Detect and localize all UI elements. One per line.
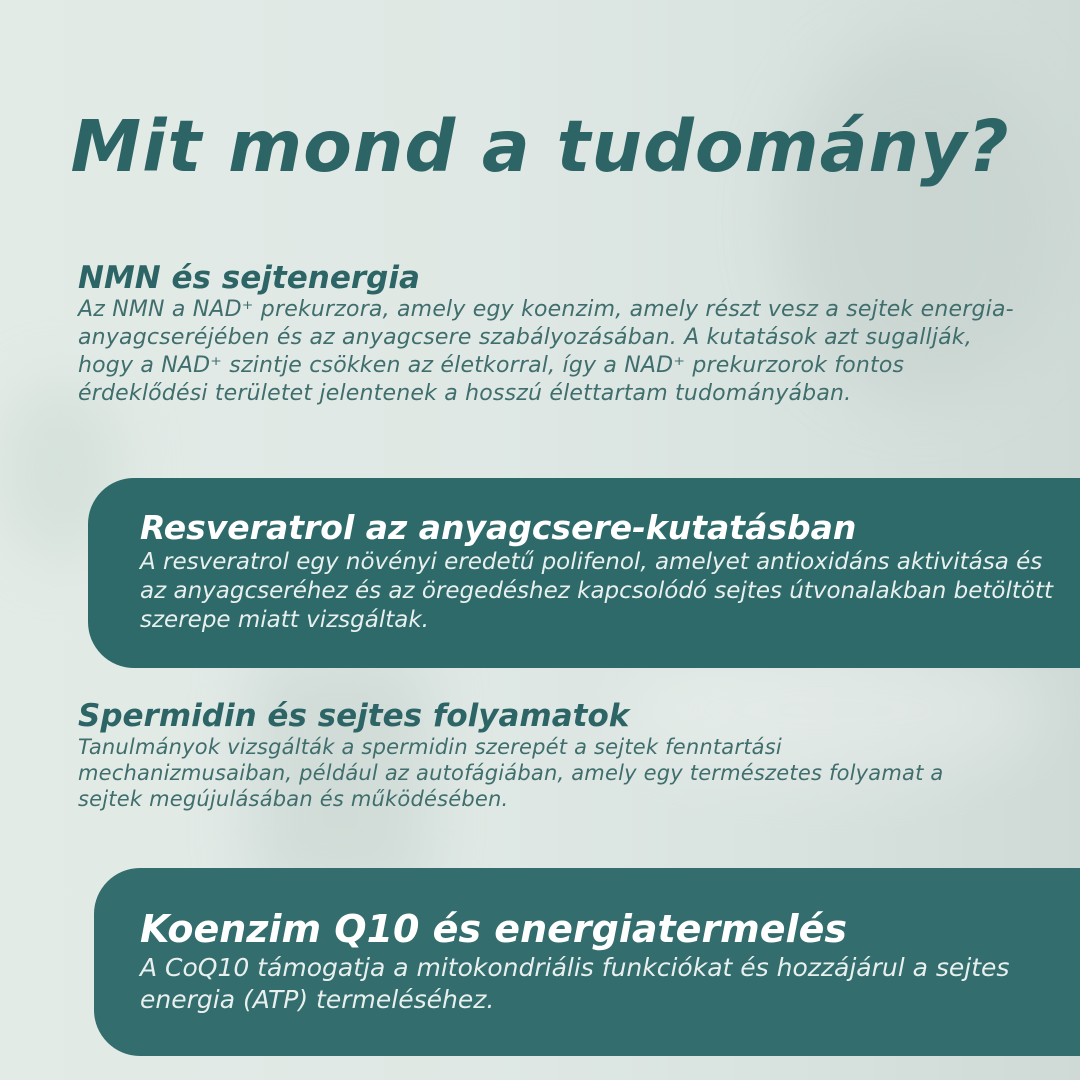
card-resveratrol: [88, 478, 1080, 668]
section-spermidin: [78, 698, 978, 812]
section-body: Tanulmányok vizsgálták a spermidin szerepét a sejtek fenntartási mechanizmusaiban, például az autofágiában, amely egy természetes folyamat a sejtek megújulásában és működésében.: [78, 735, 944, 811]
section-nmn: [78, 260, 1028, 408]
section-body: Az NMN a NAD⁺ prekurzora, amely egy koenzim, amely részt vesz a sejtek energia-anyagcseréjében és az anyagcsere szabályozásában. A kutatások azt sugallják, hogy a NAD⁺ szintje csökken az életkorral, így a NAD⁺ prekurzorok fontos érdeklődési területet jelentenek a hosszú élettartam tudományában.: [78, 297, 1014, 406]
card-coq10: [94, 868, 1080, 1056]
section-body: A CoQ10 támogatja a mitokondriális funkciókat és hozzájárul a sejtes energia (ATP) termeléséhez.: [140, 953, 1010, 1014]
page-title: Mit mond a tudomány?: [70, 105, 1010, 188]
section-heading: NMN és sejtenergia: [78, 260, 420, 296]
section-body: A resveratrol egy növényi eredetű polifenol, amelyet antioxidáns aktivitása és az anyagcseréhez és az öregedéshez kapcsolódó sejtes útvonalakban betöltött szerepe miatt vizsgáltak.: [140, 549, 1053, 633]
section-resveratrol: [140, 508, 1070, 635]
section-heading: Spermidin és sejtes folyamatok: [78, 698, 630, 734]
section-heading: Resveratrol az anyagcsere-kutatásban: [140, 508, 857, 547]
section-heading: Koenzim Q10 és energiatermelés: [140, 907, 847, 951]
section-coq10: [140, 906, 1060, 1016]
